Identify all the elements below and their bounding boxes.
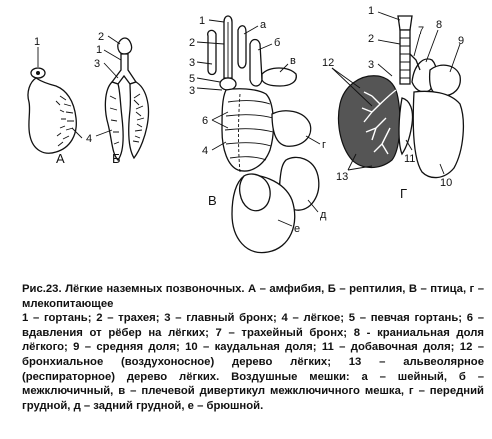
figure-caption — [22, 282, 484, 413]
panel-label-g: Г — [400, 186, 408, 201]
sac-humeral-diverticulum — [262, 68, 296, 86]
label-4-v: 4 — [202, 145, 209, 157]
panel-g-mammal — [322, 5, 464, 201]
label-1-v: 1 — [199, 15, 206, 27]
caption-legend: 1 – гортань; 2 – трахея; 3 – главный бронх; 4 – лёгкое; 5 – певчая гортань; 6 – вдавления от рёбер на лёгких; 7 – трахейный бронх; 8 - краниальная доля лёгкого; 9 – средняя доля; 10 – каудальная доля; 11 – добавочная доля; 12 – бронхиальное (воздухоносное) дерево лёгких; 13 – альвеолярное (респираторное) дерево лёгких. Воздушные мешки: а – шейный, б – межключичный, в – плечевой дивертикул межключичного мешка, г – передний грудной, д – задний грудной, е – брюшной. — [22, 312, 484, 412]
mammal-accessory-lobe — [399, 98, 413, 154]
label-3-g: 3 — [368, 59, 375, 71]
sac-label-d: д — [320, 209, 327, 221]
label-8-g: 8 — [436, 19, 443, 31]
panel-label-b: Б — [112, 151, 121, 166]
label-13-g: 13 — [336, 171, 349, 183]
bird-syrinx — [220, 78, 236, 90]
sac-label-e: е — [294, 223, 301, 235]
label-7-g: 7 — [418, 25, 425, 37]
panel-label-a: А — [56, 151, 65, 166]
reptile-lung-right — [129, 82, 149, 158]
label-4-b: 4 — [86, 133, 93, 145]
amphibian-larynx-opening — [36, 71, 40, 75]
reptile-larynx — [118, 38, 132, 54]
label-2-v: 2 — [189, 37, 196, 49]
sac-label-b: б — [274, 37, 281, 49]
mammal-lung-left — [339, 76, 401, 168]
reptile-trachea — [112, 54, 136, 84]
label-3-v: 3 — [189, 57, 196, 69]
panel-label-v: В — [208, 193, 217, 208]
label-6-v: 6 — [202, 115, 209, 127]
amphibian-lung — [28, 78, 76, 153]
label-3b-v: 3 — [189, 85, 196, 97]
panel-a-amphibian — [28, 36, 82, 166]
sac-cervical-left — [208, 30, 216, 74]
mammal-lung-right-caudal — [413, 91, 463, 177]
label-11-g: 11 — [404, 153, 416, 165]
mammal-larynx — [398, 16, 412, 30]
sac-label-a: а — [260, 19, 267, 31]
panel-v-bird — [189, 15, 327, 253]
label-10-g: 10 — [440, 177, 453, 189]
sac-label-g: г — [322, 139, 327, 151]
label-12-g: 12 — [322, 57, 335, 69]
label-1-a: 1 — [34, 36, 41, 48]
sac-abdominal-left — [240, 174, 271, 211]
sac-cervical — [238, 26, 246, 68]
sac-interclavicular — [250, 40, 262, 87]
label-1-g: 1 — [368, 5, 375, 17]
caption-title: Рис.23. Лёгкие наземных позвоночных. А – амфибия, Б – рептилия, В – птица, г – млекопитающее — [22, 283, 484, 310]
panel-b-reptile — [86, 31, 149, 166]
label-1-b: 1 — [96, 44, 103, 56]
label-2-g: 2 — [368, 33, 375, 45]
mammal-tracheal-bronchus — [410, 54, 420, 70]
label-3-b: 3 — [94, 58, 101, 70]
label-5-v: 5 — [189, 73, 196, 85]
sac-label-v: в — [290, 55, 296, 67]
sac-anterior-thoracic — [272, 111, 311, 146]
label-2-b: 2 — [98, 31, 105, 43]
label-9-g: 9 — [458, 35, 465, 47]
